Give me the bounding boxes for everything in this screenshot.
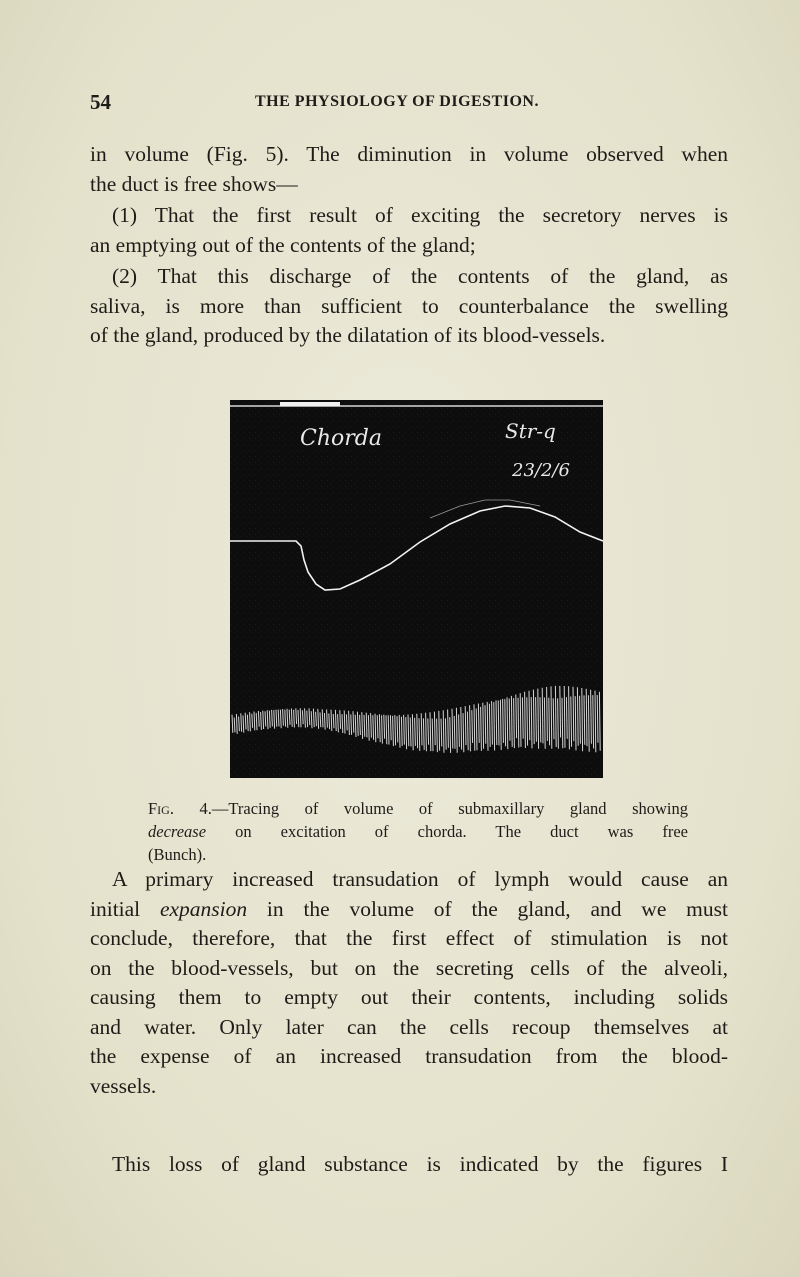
kymograph-tracing [230, 400, 603, 778]
paragraph-point-2 [90, 262, 728, 351]
text-line: (1) That the first result of exciting the secretory nerves is [112, 203, 728, 227]
caption-label: Fig. 4. [148, 799, 212, 818]
text-line: saliva, is more than sufficient to counterbalance the swelling [90, 293, 728, 318]
stimulus-marker [280, 402, 340, 406]
page-header [90, 90, 730, 116]
text-fragment: initial [90, 896, 160, 921]
text-line: in volume (Fig. 5). The diminution in volume observed when [90, 142, 728, 166]
caption-emphasis: decrease [148, 822, 207, 841]
text-emphasis: expansion [159, 896, 248, 921]
caption-line [148, 820, 688, 843]
text-line: (2) That this discharge of the contents of the gland, as [112, 264, 728, 288]
text-line: vessels. [90, 1073, 157, 1098]
text-line: an emptying out of the contents of the gland; [90, 232, 476, 257]
page-number: 54 [90, 90, 111, 114]
running-head: THE PHYSIOLOGY OF DIGESTION. [255, 93, 539, 110]
text-line: of the gland, produced by the dilatation of its blood-vessels. [90, 323, 606, 347]
text-line: the expense of an increased transudation from the blood- [90, 1044, 728, 1068]
text-line [90, 895, 728, 925]
text-fragment: in the volume of the gland, and we must [247, 896, 728, 921]
caption-text: on excitation of chorda. The duct was free [206, 822, 688, 841]
caption-line [148, 797, 688, 820]
handwriting-date: 23/2/6 [512, 460, 570, 481]
caption-line: (Bunch). [148, 845, 207, 864]
handwriting-chorda: Chorda [300, 426, 382, 451]
paragraph-conclusion [90, 865, 728, 1101]
text-line: and water. Only later can the cells recoup themselves at [90, 1014, 728, 1039]
handwriting-strength: Str-q [505, 419, 556, 443]
paragraph-intro [90, 140, 728, 199]
figure-caption [148, 797, 688, 866]
text-line: conclude, therefore, that the first effect of stimulation is not [90, 926, 728, 950]
text-line: A primary increased transudation of lymph would cause an [112, 867, 728, 891]
text-line: This loss of gland substance is indicated by the figures I [112, 1152, 728, 1176]
text-line: the duct is free shows— [90, 171, 298, 196]
text-line: causing them to empty out their contents, including solids [90, 985, 728, 1009]
caption-text: —Tracing of volume of submaxillary gland showing [211, 799, 688, 818]
text-line: on the blood-vessels, but on the secreting cells of the alveoli, [90, 955, 728, 980]
paragraph-next [90, 1150, 728, 1180]
tracing-figure [230, 400, 603, 778]
paragraph-point-1 [90, 201, 728, 260]
